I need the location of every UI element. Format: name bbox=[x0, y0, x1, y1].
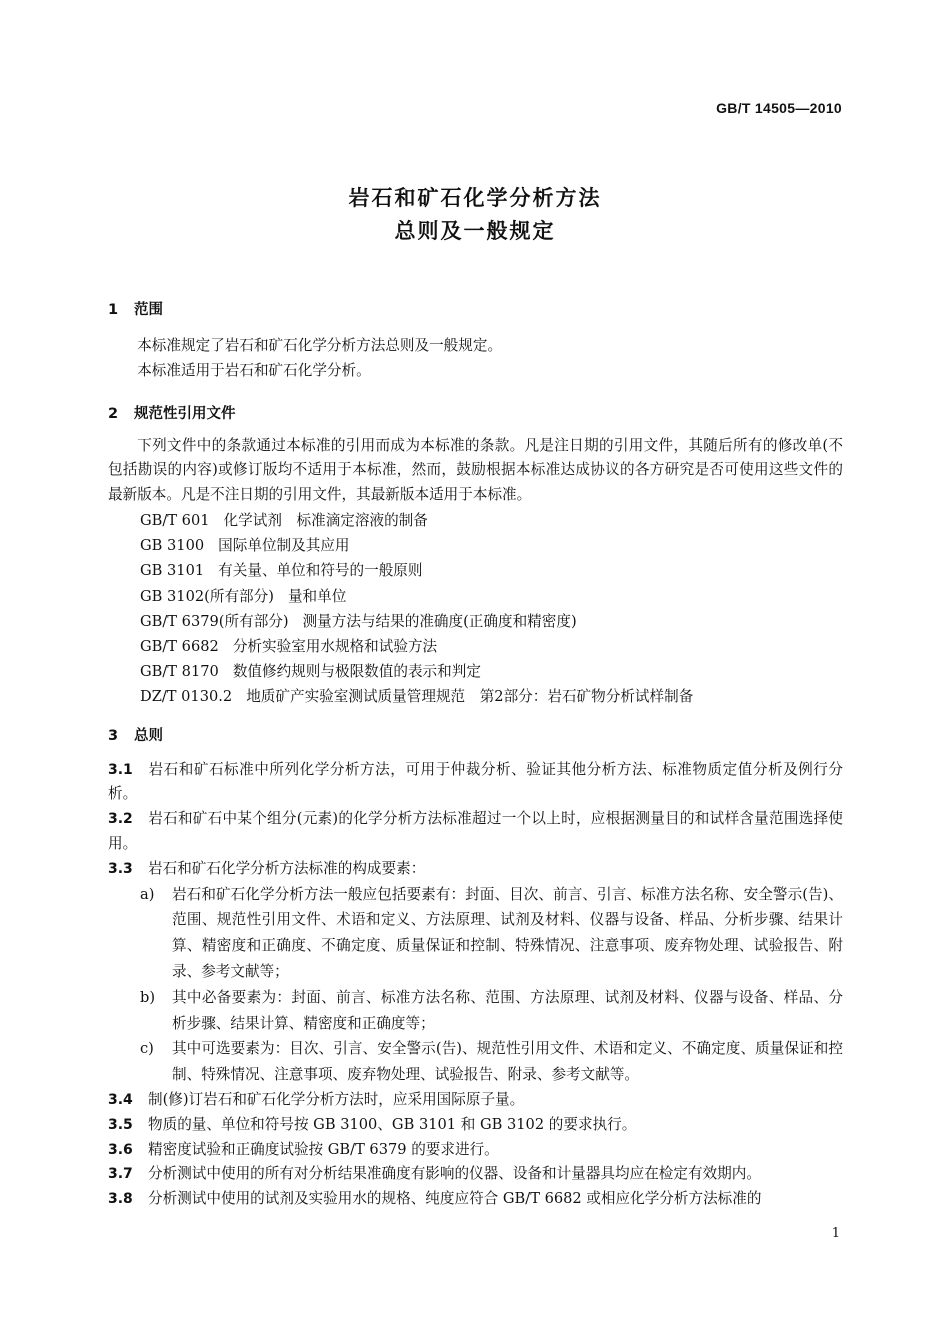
section-number: 2 bbox=[108, 405, 119, 422]
section-title: 范围 bbox=[134, 302, 163, 318]
page-number: 1 bbox=[831, 1226, 840, 1241]
reference-item bbox=[108, 533, 843, 558]
paragraph: 本标准适用于岩石和矿石化学分析。 bbox=[137, 361, 371, 379]
item-text: 其中可选要素为：目次、引言、安全警示(告)、规范性引用文件、术语和定义、不确定度、质量保证和控制、特殊情况、注意事项、废弃物处理、试验报告、附录、参考文献等。 bbox=[172, 1040, 843, 1084]
document-body bbox=[108, 298, 843, 1212]
list-item-a bbox=[108, 882, 843, 985]
reference-code: GB 3102(所有部分) bbox=[140, 587, 274, 605]
clause-number: 3.5 bbox=[108, 1116, 133, 1133]
clause-text: 物质的量、单位和符号按 GB 3100、GB 3101 和 GB 3102 的要求执行。 bbox=[148, 1115, 637, 1133]
reference-code: GB 3100 bbox=[140, 537, 205, 555]
reference-title: 测量方法与结果的准确度(正确度和精密度) bbox=[302, 612, 577, 630]
reference-title: 量和单位 bbox=[287, 587, 347, 605]
clause-number: 3.1 bbox=[108, 761, 133, 778]
clause-number: 3.7 bbox=[108, 1166, 133, 1183]
reference-item bbox=[108, 659, 843, 684]
clause-3-8 bbox=[108, 1187, 843, 1212]
paragraph: 下列文件中的条款通过本标准的引用而成为本标准的条款。凡是注日期的引用文件，其随后所有的修改单(不包括勘误的内容)或修订版均不适用于本标准，然而，鼓励根据本标准达成协议的各方研究是否可使用这些文件的最新版本。凡是不注日期的引用文件，其最新版本适用于本标准。 bbox=[108, 436, 843, 504]
section-title: 规范性引用文件 bbox=[134, 405, 236, 422]
clause-3-1 bbox=[108, 758, 843, 808]
clause-text: 分析测试中使用的所有对分析结果准确度有影响的仪器、设备和计量器具均应在检定有效期内。 bbox=[148, 1165, 761, 1183]
reference-item bbox=[108, 584, 843, 609]
clause-3-3 bbox=[108, 857, 843, 882]
clause-number: 3.8 bbox=[108, 1191, 133, 1208]
item-text: 其中必备要素为：封面、前言、标准方法名称、范围、方法原理、试剂及材料、仪器与设备、样品、分析步骤、结果计算、精密度和正确度等； bbox=[172, 988, 843, 1032]
reference-code: GB/T 8170 bbox=[140, 663, 219, 681]
reference-code: GB/T 601 bbox=[140, 511, 210, 529]
item-label: a) bbox=[140, 885, 155, 903]
reference-item bbox=[108, 634, 843, 659]
title-line-1: 岩石和矿石化学分析方法 bbox=[348, 186, 602, 210]
reference-item bbox=[108, 684, 843, 709]
clause-text: 分析测试中使用的试剂及实验用水的规格、纯度应符合 GB/T 6682 或相应化学分析方法标准的 bbox=[148, 1190, 762, 1208]
section-1-heading bbox=[108, 298, 843, 322]
reference-code: GB/T 6379(所有部分) bbox=[140, 612, 289, 630]
reference-item bbox=[108, 558, 843, 583]
reference-title: 国际单位制及其应用 bbox=[218, 537, 350, 555]
clause-number: 3.6 bbox=[108, 1141, 133, 1158]
reference-code: DZ/T 0130.2 bbox=[140, 688, 233, 706]
section-3-heading bbox=[108, 724, 843, 748]
reference-title: 数值修约规则与极限数值的表示和判定 bbox=[232, 663, 481, 681]
clause-number: 3.3 bbox=[108, 860, 133, 877]
title-line-2: 总则及一般规定 bbox=[394, 219, 556, 243]
clause-3-5 bbox=[108, 1113, 843, 1138]
reference-title: 化学试剂 标准滴定溶液的制备 bbox=[223, 511, 428, 529]
list-item-c bbox=[108, 1036, 843, 1088]
clause-number: 3.2 bbox=[108, 811, 133, 828]
reference-code: GB/T 6682 bbox=[140, 638, 219, 655]
reference-title: 地质矿产实验室测试质量管理规范 第2部分：岩石矿物分析试样制备 bbox=[246, 688, 694, 706]
clause-3-4 bbox=[108, 1088, 843, 1113]
clause-text: 岩石和矿石化学分析方法标准的构成要素： bbox=[148, 859, 426, 877]
section-number: 1 bbox=[108, 302, 119, 318]
clause-3-6 bbox=[108, 1138, 843, 1163]
clause-number: 3.4 bbox=[108, 1091, 133, 1108]
paragraph: 本标准规定了岩石和矿石化学分析方法总则及一般规定。 bbox=[137, 337, 503, 354]
clause-3-2 bbox=[108, 807, 843, 857]
clause-text: 制(修)订岩石和矿石化学分析方法时，应采用国际原子量。 bbox=[148, 1090, 525, 1108]
item-label: c) bbox=[140, 1040, 154, 1058]
section-2-heading bbox=[108, 402, 843, 426]
reference-code: GB 3101 bbox=[140, 562, 205, 580]
list-item-b bbox=[108, 985, 843, 1037]
document-title bbox=[0, 182, 950, 248]
item-label: b) bbox=[140, 988, 156, 1006]
clause-text: 岩石和矿石标准中所列化学分析方法，可用于仲裁分析、验证其他分析方法、标准物质定值分析及例行分析。 bbox=[108, 760, 843, 803]
reference-item bbox=[108, 609, 843, 634]
reference-item bbox=[108, 508, 843, 533]
item-text: 岩石和矿石化学分析方法一般应包括要素有：封面、目次、前言、引言、标准方法名称、安全警示(告)、范围、规范性引用文件、术语和定义、方法原理、试剂及材料、仪器与设备、样品、分析步骤、结果计算、精密度和正确度、不确定度、质量保证和控制、特殊情况、注意事项、废弃物处理、试验报告、附录、参考文献等； bbox=[172, 885, 843, 980]
clause-text: 精密度试验和正确度试验按 GB/T 6379 的要求进行。 bbox=[148, 1140, 499, 1158]
section-number: 3 bbox=[108, 727, 119, 744]
clause-3-7 bbox=[108, 1162, 843, 1187]
reference-title: 有关量、单位和符号的一般原则 bbox=[218, 562, 423, 580]
section-title: 总则 bbox=[134, 727, 163, 744]
clause-text: 岩石和矿石中某个组分(元素)的化学分析方法标准超过一个以上时，应根据测量目的和试样含量范围选择使用。 bbox=[108, 810, 843, 852]
reference-title: 分析实验室用水规格和试验方法 bbox=[232, 638, 438, 655]
standard-number: GB/T 14505—2010 bbox=[716, 100, 842, 116]
